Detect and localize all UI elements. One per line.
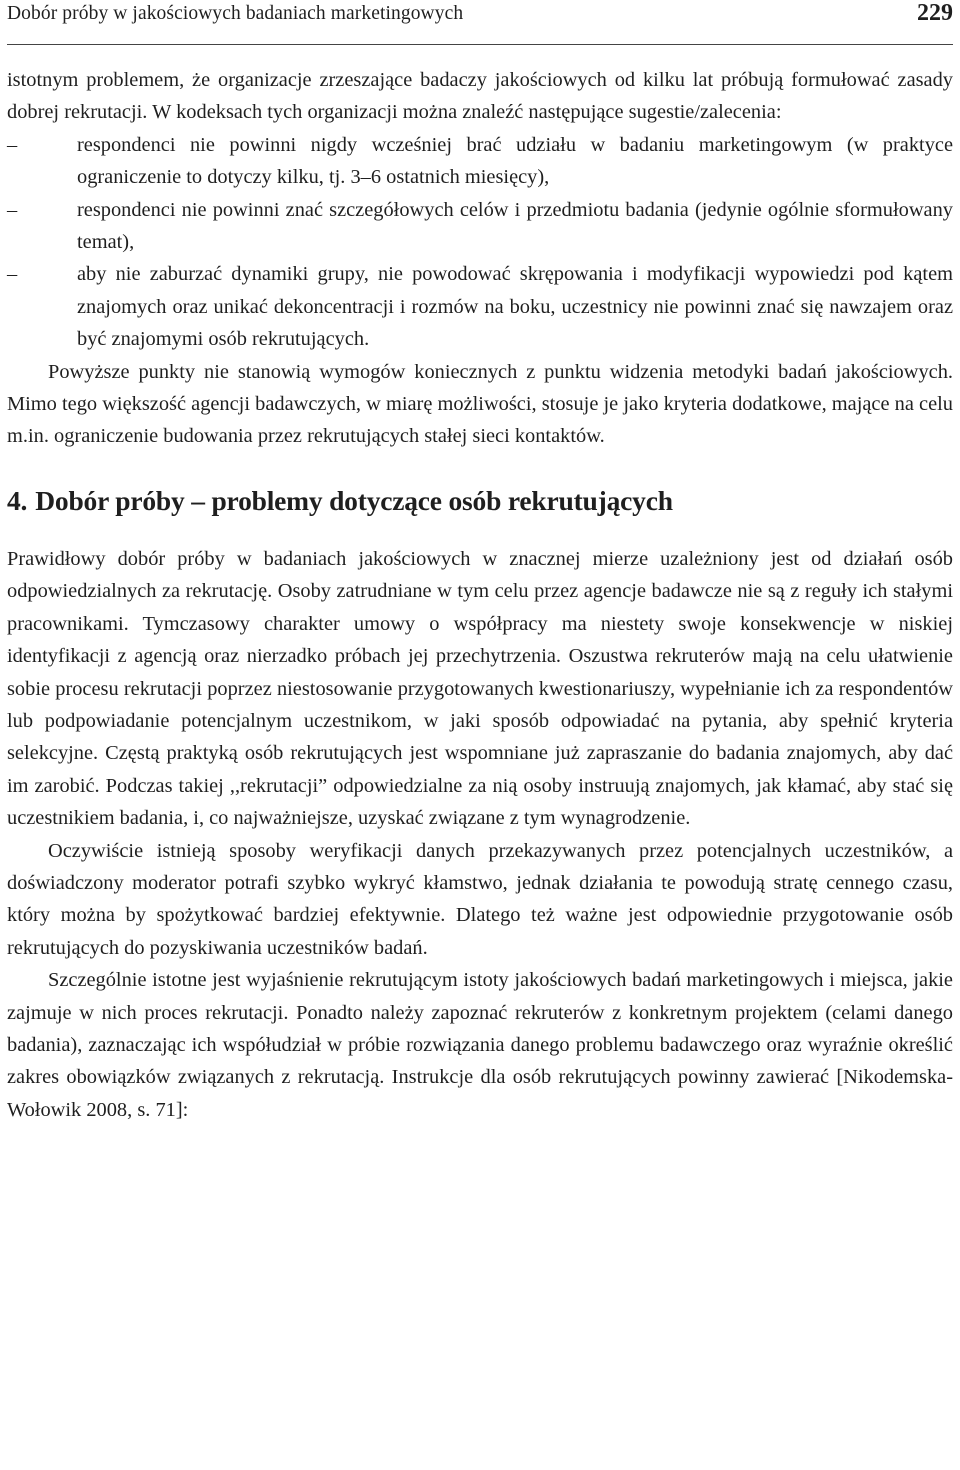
list-item	[7, 129, 953, 194]
list-item	[7, 194, 953, 259]
dash-bullet: –	[7, 263, 18, 286]
dash-bullet: –	[7, 198, 18, 221]
running-header-title: Dobór próby w jakościowych badaniach marketingowych	[7, 3, 464, 24]
intro-paragraph: istotnym problemem, że organizacje zrzeszające badaczy jakościowych od kilku lat próbują formułować zasady dobrej rekrutacji. W kodeksach tych organizacji można znaleźć następujące sugestie/zalecenia:	[7, 69, 953, 124]
list-item-text: aby nie zaburzać dynamiki grupy, nie powodować skrępowania i modyfikacji wypowiedzi pod kątem znajomych oraz unikać dekoncentracji i rozmów na boku, uczestnicy nie powinni znać się nawzajem oraz być znajomymi osób rekrutujących.	[77, 263, 953, 351]
section-heading	[7, 481, 953, 521]
section-number: 4.	[7, 484, 28, 516]
section-title: Dobór próby – problemy dotyczące osób rekrutujących	[35, 484, 673, 516]
recommendations-list	[7, 129, 953, 356]
paragraph-after-list: Powyższe punkty nie stanowią wymogów koniecznych z punktu widzenia metodyki badań jakościowych. Mimo tego większość agencji badawczych, w miarę możliwości, stosuje je jako kryteria dodatkowe, mające na celu m.in. ograniczenie budowania przez rekrutujących stałej sieci kontaktów.	[7, 360, 953, 448]
list-item	[7, 258, 953, 355]
section-paragraph: Oczywiście istnieją sposoby weryfikacji danych przekazywanych przez potencjalnych uczestników, a doświadczony moderator potrafi szybko wykryć kłamstwo, jednak działania te powodują stratę cennego czasu, który można by spożytkować bardziej efektywnie. Dlatego też ważne jest odpowiednie przygotowanie osób rekrutujących do pozyskiwania uczestników badań.	[7, 839, 953, 959]
body-text	[7, 64, 953, 1126]
page-number: 229	[917, 0, 953, 26]
list-item-text: respondenci nie powinni nigdy wcześniej brać udziału w badaniu marketingowym (w praktyce ograniczenie to dotyczy kilku, tj. 3–6 ostatnich miesięcy),	[77, 133, 953, 189]
section-paragraph: Prawidłowy dobór próby w badaniach jakościowych w znacznej mierze uzależniony jest od działań osób odpowiedzialnych za rekrutację. Osoby zatrudniane w tym celu przez agencje badawcze nie są z reguły ich stałymi pracownikami. Tymczasowy charakter umowy o współpracy ma niestety swoje konsekwencje w niskiej identyfikacji z agencją oraz nierzadko próbach jej przechytrzenia. Oszustwa rekruterów mają na celu ułatwienie sobie procesu rekrutacji poprzez niestosowanie przygotowanych kwestionariuszy, wypełnianie ich za respondentów lub podpowiadanie potencjalnym uczestnikom, w jaki sposób odpowiadać na pytania, aby spełnić kryteria selekcyjne. Częstą praktyką osób rekrutujących jest wspomniane już zapraszanie do badania znajomych, aby dać im zarobić. Podczas takiej ,,rekrutacji” odpowiedzialne za nią osoby instruują znajomych, jak kłamać, aby stać się uczestnikiem badania, i, co najważniejsze, uzyskać związane z tym wynagrodzenie.	[7, 547, 953, 830]
running-header	[7, 0, 953, 45]
dash-bullet: –	[7, 133, 18, 156]
list-item-text: respondenci nie powinni znać szczegółowych celów i przedmiotu badania (jedynie ogólnie sformułowany temat),	[77, 198, 953, 254]
section-paragraph: Szczególnie istotne jest wyjaśnienie rekrutującym istoty jakościowych badań marketingowych i miejsca, jakie zajmuje w nich proces rekrutacji. Ponadto należy zapoznać rekruterów z konkretnym projektem (celami danego badania), zaznaczając ich współudział w próbie rozwiązania danego problemu badawczego oraz wyraźnie określić zakres obowiązków związanych z rekrutacją. Instrukcje dla osób rekrutujących powinny zawierać [Nikodemska-Wołowik 2008, s. 71]:	[7, 969, 953, 1121]
